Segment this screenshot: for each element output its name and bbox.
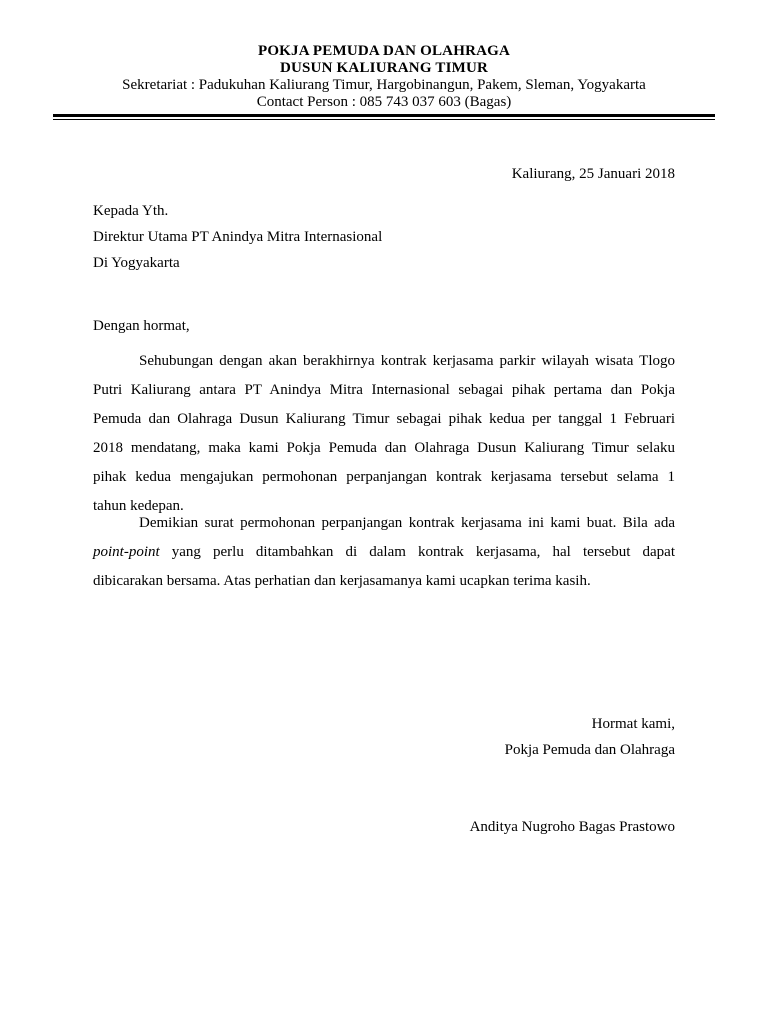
letterhead-address: Sekretariat : Padukuhan Kaliurang Timur, Hargobinangun, Pakem, Sleman, Yogyakarta — [122, 77, 646, 93]
closing-organization: Pokja Pemuda dan Olahraga — [504, 742, 675, 758]
signatory-name: Anditya Nugroho Bagas Prastowo — [469, 819, 675, 835]
recipient-location: Di Yogyakarta — [93, 255, 180, 271]
body-paragraph-2 — [93, 509, 675, 596]
recipient-greeting: Kepada Yth. — [93, 203, 169, 219]
body-paragraph-1 — [93, 347, 675, 521]
letterhead-divider-thin — [53, 119, 715, 120]
letter-date: Kaliurang, 25 Januari 2018 — [511, 166, 675, 182]
paragraph-line: pihak kedua mengajukan permohonan perpanjangan kontrak kerjasama tersebut selama 1 — [93, 469, 675, 485]
salutation: Dengan hormat, — [93, 318, 190, 334]
letterhead-divider-thick — [53, 114, 715, 117]
paragraph-line: Putri Kaliurang antara PT Anindya Mitra Internasional sebagai pihak pertama dan Pokja — [93, 382, 675, 398]
italic-term: point-point — [93, 544, 160, 560]
letterhead-contact: Contact Person : 085 743 037 603 (Bagas) — [256, 94, 512, 110]
paragraph-line: Demikian surat permohonan perpanjangan kontrak kerjasama ini kami buat. Bila ada — [139, 515, 675, 531]
paragraph-line: dibicarakan bersama. Atas perhatian dan kerjasamanya kami ucapkan terima kasih. — [93, 573, 591, 589]
letterhead — [53, 43, 715, 111]
closing-regards: Hormat kami, — [591, 716, 675, 732]
paragraph-line-rest: yang perlu ditambahkan di dalam kontrak kerjasama, hal tersebut dapat — [159, 544, 675, 560]
paragraph-line: tahun kedepan. — [93, 498, 184, 514]
paragraph-line: Pemuda dan Olahraga Dusun Kaliurang Timur sebagai pihak kedua per tanggal 1 Februari — [93, 411, 675, 427]
letterhead-org-subname: DUSUN KALIURANG TIMUR — [279, 60, 489, 76]
paragraph-line: 2018 mendatang, maka kami Pokja Pemuda dan Olahraga Dusun Kaliurang Timur selaku — [93, 440, 675, 456]
letterhead-org-name: POKJA PEMUDA DAN OLAHRAGA — [257, 43, 511, 59]
paragraph-line — [93, 538, 675, 567]
paragraph-line: Sehubungan dengan akan berakhirnya kontrak kerjasama parkir wilayah wisata Tlogo — [139, 353, 675, 369]
recipient-name: Direktur Utama PT Anindya Mitra Internasional — [93, 229, 383, 245]
